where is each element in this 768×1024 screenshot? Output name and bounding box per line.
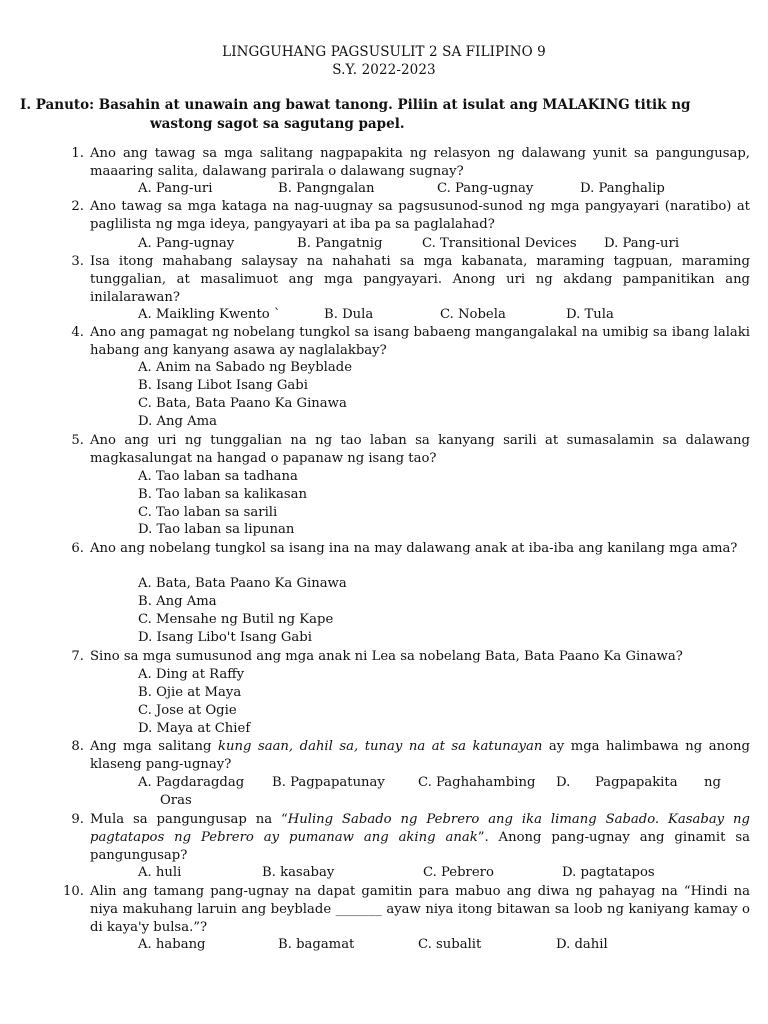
instructions xyxy=(20,96,740,134)
option-c: C. Bata, Bata Paano Ka Ginawa xyxy=(138,396,347,411)
option-a: A. Anim na Sabado ng Beyblade xyxy=(138,360,353,375)
option-d: D. Tula xyxy=(566,307,614,322)
question-2 xyxy=(66,198,750,234)
option-b: B. Pangngalan xyxy=(278,181,375,196)
option-d: D. xyxy=(556,775,571,790)
question-3 xyxy=(66,253,750,307)
question-number: 2. xyxy=(71,199,84,214)
option-c: C. Transitional Devices xyxy=(422,236,577,251)
option-b: B. bagamat xyxy=(278,937,355,952)
question-text: Sino sa mga sumusunod ang mga anak ni Lea sa nobelang Bata, Bata Paano Ka Ginawa? xyxy=(90,649,683,664)
option-c: C. subalit xyxy=(418,937,482,952)
school-year: S.Y. 2022-2023 xyxy=(332,62,436,78)
question-6 xyxy=(66,540,750,558)
question-7 xyxy=(66,648,750,666)
question-5 xyxy=(66,432,750,468)
option-b: B. Tao laban sa kalikasan xyxy=(138,487,307,502)
option-d: D. dahil xyxy=(556,937,608,952)
question-9 xyxy=(66,811,750,865)
question-number: 1. xyxy=(71,146,84,161)
option-b: B. Pangatnig xyxy=(297,236,383,251)
option-d: D. Panghalip xyxy=(580,181,665,196)
question-number: 8. xyxy=(71,739,84,754)
option-d: D. Maya at Chief xyxy=(138,721,251,736)
instructions-line-1: I. Panuto: Basahin at unawain ang bawat tanong. Piliin at isulat ang MALAKING titik ng xyxy=(20,97,691,113)
option-c: C. Mensahe ng Butil ng Kape xyxy=(138,612,334,627)
option-d: D. Tao laban sa lipunan xyxy=(138,522,295,537)
option-b: B. kasabay xyxy=(262,865,335,880)
option-a: A. Ding at Raffy xyxy=(138,667,245,682)
question-8 xyxy=(66,738,750,774)
option-c: C. Pebrero xyxy=(423,865,494,880)
question-text: Ano tawag sa mga kataga na nag-uugnay sa pagsusunod-sunod ng mga pangyayari (naratibo) at paglilista ng mga ideya, pangyayari at iba pa sa paglalahad? xyxy=(90,199,750,232)
question-text: Mula sa pangungusap na “Huling Sabado ng Pebrero ang ika limang Sabado. Kasabay ng pagtatapos ng Pebrero ay pumanaw ang aking anak”. Anong pang-ugnay ang ginamit sa pangungusap? xyxy=(90,812,750,863)
question-text: Ano ang nobelang tungkol sa isang ina na may dalawang anak at iba-iba ang kanilang mga ama? xyxy=(90,541,738,556)
question-number: 5. xyxy=(71,433,84,448)
question-text: Ano ang uri ng tunggalian na ng tao laban sa kanyang sarili at sumasalamin sa dalawang magkasalungat na hangad o papanaw ng isang tao? xyxy=(90,433,750,466)
option-d: D. Pang-uri xyxy=(604,236,680,251)
question-text: Isa itong mahabang salaysay na nahahati sa mga kabanata, maraming tagpuan, maraming tunggalian, at masalimuot ang mga pangyayari. Anong uri ng akdang pampanitikan ang inilalarawan? xyxy=(90,254,750,305)
option-c: C. Pang-ugnay xyxy=(437,181,534,196)
question-number: 9. xyxy=(71,812,84,827)
option-b: B. Pagpapatunay xyxy=(272,775,385,790)
option-a: A. Tao laban sa tadhana xyxy=(138,469,298,484)
question-4 xyxy=(66,324,750,360)
option-d: D. Ang Ama xyxy=(138,414,218,429)
option-a: A. Pang-uri xyxy=(138,181,213,196)
option-c: C. Tao laban sa sarili xyxy=(138,505,278,520)
question-number: 6. xyxy=(71,541,84,556)
option-b: B. Ojie at Maya xyxy=(138,685,242,700)
option-a: A. Maikling Kwento ` xyxy=(138,307,281,322)
option-a-continued: Oras xyxy=(160,793,192,808)
option-c: C. Jose at Ogie xyxy=(138,703,237,718)
option-d-text: Pagpapakita xyxy=(595,775,678,790)
instructions-line-2: wastong sagot sa sagutang papel. xyxy=(150,116,405,132)
option-b: B. Dula xyxy=(324,307,374,322)
option-a: A. Bata, Bata Paano Ka Ginawa xyxy=(138,576,347,591)
option-b: B. Ang Ama xyxy=(138,594,217,609)
option-c: C. Nobela xyxy=(440,307,506,322)
question-number: 3. xyxy=(71,254,84,269)
question-text: Alin ang tamang pang-ugnay na dapat gamitin para mabuo ang diwa ng pahayag na “Hindi na niya makuhang laruin ang beyblade _______ ayaw niya itong bitawan sa loob ng kaniyang kamay o di kaya'y bulsa.”? xyxy=(90,884,750,935)
question-text: Ang mga salitang kung saan, dahil sa, tunay na at sa katunayan ay mga halimbawa ng anong klaseng pang-ugnay? xyxy=(90,739,750,772)
option-b: B. Isang Libot Isang Gabi xyxy=(138,378,308,393)
option-d: D. pagtatapos xyxy=(562,865,655,880)
question-text: Ano ang tawag sa mga salitang nagpapakita ng relasyon ng dalawang yunit sa pangungusap, maaaring salita, dalawang parirala o dalawang sugnay? xyxy=(90,146,750,179)
option-a: A. Pagdaragdag xyxy=(138,775,245,790)
option-a: A. huli xyxy=(138,865,182,880)
emphasized-text: kung saan, dahil sa, tunay na at sa katunayan xyxy=(218,739,543,754)
question-10 xyxy=(63,883,750,937)
question-1 xyxy=(66,145,750,181)
exam-title: LINGGUHANG PAGSUSULIT 2 SA FILIPINO 9 xyxy=(222,44,546,60)
option-d-text: ng xyxy=(704,775,721,790)
question-number: 7. xyxy=(71,649,84,664)
emphasized-text: Huling Sabado ng Pebrero ang ika limang Sabado. Kasabay ng pagtatapos ng Pebrero ay pumanaw ang aking anak xyxy=(90,812,750,845)
option-c: C. Paghahambing xyxy=(418,775,536,790)
option-a: A. Pang-ugnay xyxy=(138,236,235,251)
question-number: 4. xyxy=(71,325,84,340)
option-d: D. Isang Libo't Isang Gabi xyxy=(138,630,312,645)
question-number: 10. xyxy=(63,884,84,899)
option-a: A. habang xyxy=(138,937,206,952)
question-text: Ano ang pamagat ng nobelang tungkol sa isang babaeng mangangalakal na umibig sa ibang lalaki habang ang kanyang asawa ay naglalakbay? xyxy=(90,325,750,358)
